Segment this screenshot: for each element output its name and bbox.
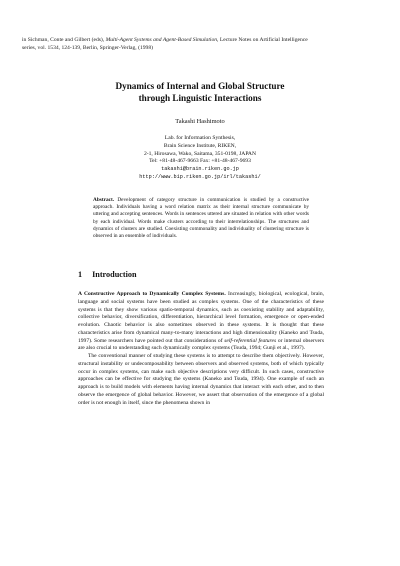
paper-title-line-1: Dynamics of Internal and Global Structure xyxy=(115,81,285,91)
affiliation-institute: Brain Science Institute, RIKEN, xyxy=(163,142,237,149)
publication-note-suffix: Lecture Notes on Artificial Intelligence series, vol. 1534, 124-139, Berlin, Springer-Verlag, (1998) xyxy=(22,37,308,51)
publication-note-book-title: Multi-Agent Systems and Agent-Based Simulation, xyxy=(105,37,219,43)
section-number: 1 xyxy=(78,270,83,279)
section-heading xyxy=(78,270,137,279)
abstract-text: Development of category structure in communication is studied by a constructive approach. Individuals having a word relation matrix as their internal structure communicate by uttering and accepting sentences. Words in sentences uttered are situated in relation with other words by each individual. Words make clusters according to their interrelationships. The structures and dynamics of clusters are studied. Coexisting commonality and individuality of clustering structure is observed in an ensemble of individuals. xyxy=(93,197,309,240)
paragraph-1 xyxy=(78,291,324,353)
author-name: Takashi Hashimoto xyxy=(175,118,225,125)
paragraph-1-italic: self-referential features xyxy=(224,337,277,344)
affiliation-lab: Lab. for Information Synthesis, xyxy=(164,135,236,141)
abstract xyxy=(93,197,309,240)
publication-note-prefix: in Sichman, Conte and Gilbert (eds), xyxy=(22,37,105,43)
paper-title xyxy=(60,80,340,104)
section-title: Introduction xyxy=(92,270,137,279)
paragraph-1-text-b: or internal observers are also crucial to understanding such dynamically complex systems (Tsuda, 1994; Gunji et al., 1997). xyxy=(78,337,325,352)
paper-title-line-2: through Linguistic Interactions xyxy=(138,93,262,103)
affiliation-url: http://www.bip.riken.go.jp/irl/takashi/ xyxy=(139,173,261,180)
affiliation-address: 2-1, Hirosawa, Wako, Saitama, 351-0198, JAPAN xyxy=(143,150,257,157)
affiliation-phone-fax: Tel: +81-48-467-9663 Fax: +81-48-467-9693 xyxy=(149,158,251,165)
paragraph-2: The conventional manner of studying these systems is to attempt to describe them objectively. However, structural instability or undecomposability between observers and observed systems, both of which typically occur in complex systems, can make such objective descriptions very difficult. In such cases, constructive approaches can be effective for studying the systems (Kaneko and Tsuda, 1994). One example of such an approach is to build models with elements having internal dynamics that interact with each other, and to then observe the emergence of global behavior. However, we assert that observation of the emergence of a global order is not enough in itself, since the phenomena shown in xyxy=(78,353,324,406)
abstract-label: Abstract. xyxy=(93,197,115,203)
body-text xyxy=(78,291,324,407)
paragraph-1-text-a: Increasingly, biological, ecological, brain, language and social systems have been studied as complex systems. One of the characteristics of these systems is that they show various spatio-temporal dynamics, such as coexisting stability and adaptability, collective behavior, diversification, differentiation, hierarchical level formation, emergence or open-ended evolution. Chaotic behavior is also sometimes observed in these systems. It is thought that these characteristics arise from dynamical many-to-many interactions and high dimensionality (Kaneko and Tsuda, 1997). Some researchers have pointed out that considerations of xyxy=(78,291,324,344)
affiliation-email: takashi@brain.riken.go.jp xyxy=(161,166,239,173)
publication-note xyxy=(22,36,322,52)
paragraph-1-lead: A Constructive Approach to Dynamically Complex Systems. xyxy=(78,291,226,297)
affiliation-block xyxy=(60,135,340,182)
